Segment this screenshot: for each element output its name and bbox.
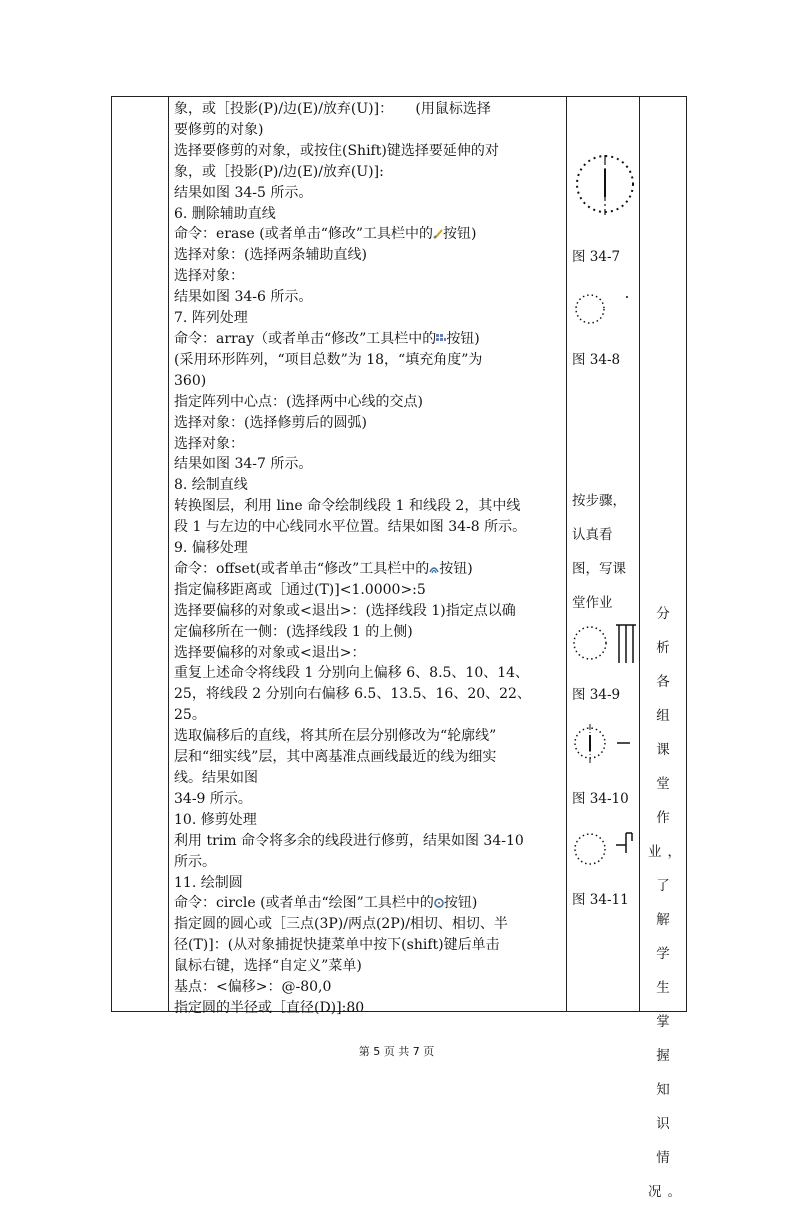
text-line: 象，或［投影(P)/边(E)/放弃(U)]: xyxy=(174,163,384,180)
figure-caption: 图 34-9 xyxy=(572,687,621,703)
analysis-line: 作 xyxy=(656,810,676,826)
analysis-line: 了解 xyxy=(656,878,676,928)
text-line: 指定圆的圆心或［三点(3P)/两点(2P)/相切、相切、半 xyxy=(174,916,508,933)
step-heading: 8. 绘制直线 xyxy=(174,477,248,494)
step-heading: 9. 偏移处理 xyxy=(174,540,248,557)
figure-caption: 图 34-11 xyxy=(572,892,629,908)
text-line: 重复上述命令将线段 1 分别向上偏移 6、8.5、10、14、 xyxy=(174,665,530,682)
text-line: 利用 trim 命令将多余的线段进行修剪，结果如图 34-10 xyxy=(174,832,524,849)
text-line: 所示。 xyxy=(174,853,216,870)
text-line: 选择要偏移的对象或<退出>： xyxy=(174,644,366,661)
figure-34-11-image xyxy=(572,825,642,869)
analysis-line: 各组 xyxy=(656,674,676,724)
text-line: 指定偏移距离或［通过(T)]<1.0000>:5 xyxy=(174,581,426,598)
text-line: 基点：<偏移>：@-80,0 xyxy=(174,979,332,996)
text-line: 转换图层，利用 line 命令绘制线段 1 和线段 2，其中线 xyxy=(174,498,521,515)
procedure-text xyxy=(174,99,564,1019)
text-line: 结果如图 34-7 所示。 xyxy=(174,456,313,473)
step-heading: 6. 删除辅助直线 xyxy=(174,205,276,222)
text-line: 选择要偏移的对象或<退出>：(选择线段 1)指定点以确 xyxy=(174,602,516,619)
text-line: 34-9 所示。 xyxy=(174,790,252,807)
text-line: 25。 xyxy=(174,707,206,724)
analysis-line: 业， xyxy=(648,844,687,860)
analysis-line: 掌握 xyxy=(656,1014,676,1064)
text-line: 定偏移所在一侧：(选择线段 1 的上侧) xyxy=(174,623,413,640)
text-line: 命令：offset(或者单击“修改”工具栏中的 按钮) xyxy=(174,560,473,577)
text-line: 选择对象： xyxy=(174,435,244,452)
array-icon xyxy=(436,330,446,340)
figure-34-9-image xyxy=(572,621,642,665)
text-line: 命令：circle (或者单击“绘图”工具栏中的 按钮) xyxy=(174,895,478,912)
analysis-text xyxy=(648,597,687,1209)
text-line: 结果如图 34-6 所示。 xyxy=(174,289,313,306)
analysis-line: 知识 xyxy=(656,1082,676,1132)
text-line: (采用环形阵列，“项目总数”为 18，“填充角度”为 xyxy=(174,351,483,368)
text-line: 指定圆的半径或［直径(D)]:80 xyxy=(174,999,365,1016)
column-divider xyxy=(168,97,169,1011)
figure-caption: 图 34-8 xyxy=(572,352,621,368)
note-line: 认真看 xyxy=(572,527,613,543)
page-footer: 第 5 页 共 7 页 xyxy=(358,1045,435,1058)
step-heading: 11. 绘制圆 xyxy=(174,874,243,891)
analysis-line: 课堂 xyxy=(656,742,676,792)
step-heading: 10. 修剪处理 xyxy=(174,811,257,828)
text-line: 选择对象：(选择两条辅助直线) xyxy=(174,247,367,264)
text-line: 选择对象：(选择修剪后的圆弧) xyxy=(174,414,367,431)
figure-caption: 图 34-7 xyxy=(572,249,621,265)
text-line: 25，将线段 2 分别向右偏移 6.5、13.5、16、20、22、 xyxy=(174,686,531,703)
teaching-note xyxy=(572,484,638,620)
text-line: 层和“细实线”层，其中离基准点画线最近的线为细实 xyxy=(174,749,497,766)
text-line: 命令：array（或者单击“修改”工具栏中的 按钮) xyxy=(174,330,480,347)
text-line: 指定阵列中心点：(选择两中心线的交点) xyxy=(174,393,423,410)
column-divider xyxy=(566,97,567,1011)
text-line: 鼠标右键，选择“自定义”菜单) xyxy=(174,958,362,975)
analysis-line: 分析 xyxy=(656,606,676,656)
step-heading: 7. 阵列处理 xyxy=(174,310,248,327)
column-divider xyxy=(639,97,640,1011)
note-line: 按步骤， xyxy=(572,493,626,509)
text-line: 结果如图 34-5 所示。 xyxy=(174,184,313,201)
text-line: 选择对象： xyxy=(174,268,244,285)
erase-icon xyxy=(433,225,443,235)
note-line: 图，写课 xyxy=(572,561,626,577)
text-line: 径(T)]：(从对象捕捉快捷菜单中按下(shift)键后单击 xyxy=(174,937,500,954)
text-line: 要修剪的对象) xyxy=(174,121,264,138)
offset-icon xyxy=(429,560,439,570)
analysis-line: 况。 xyxy=(648,1184,687,1200)
text-line: 360) xyxy=(174,372,207,389)
text-line: 选择要修剪的对象，或按住(Shift)键选择要延伸的对 xyxy=(174,142,499,159)
circle-icon xyxy=(434,894,444,904)
text-line: 象，或［投影(P)/边(E)/放弃(U)]： (用鼠标选择 xyxy=(174,101,491,117)
text-line: 线。结果如图 xyxy=(174,770,258,786)
analysis-line: 情 xyxy=(656,1150,676,1166)
text-line: 命令：erase (或者单击“修改”工具栏中的 按钮) xyxy=(174,226,477,243)
text-line: 段 1 与左边的中心线同水平位置。结果如图 34-8 所示。 xyxy=(174,519,527,536)
figure-34-8-image xyxy=(572,291,642,331)
figure-caption: 图 34-10 xyxy=(572,791,629,807)
text-line: 选取偏移后的直线，将其所在层分别修改为“轮廓线” xyxy=(174,728,497,745)
analysis-line: 学生 xyxy=(656,946,676,996)
figure-34-10-image xyxy=(572,721,642,769)
note-line: 堂作业 xyxy=(572,595,613,611)
figure-34-7-image xyxy=(570,149,640,219)
